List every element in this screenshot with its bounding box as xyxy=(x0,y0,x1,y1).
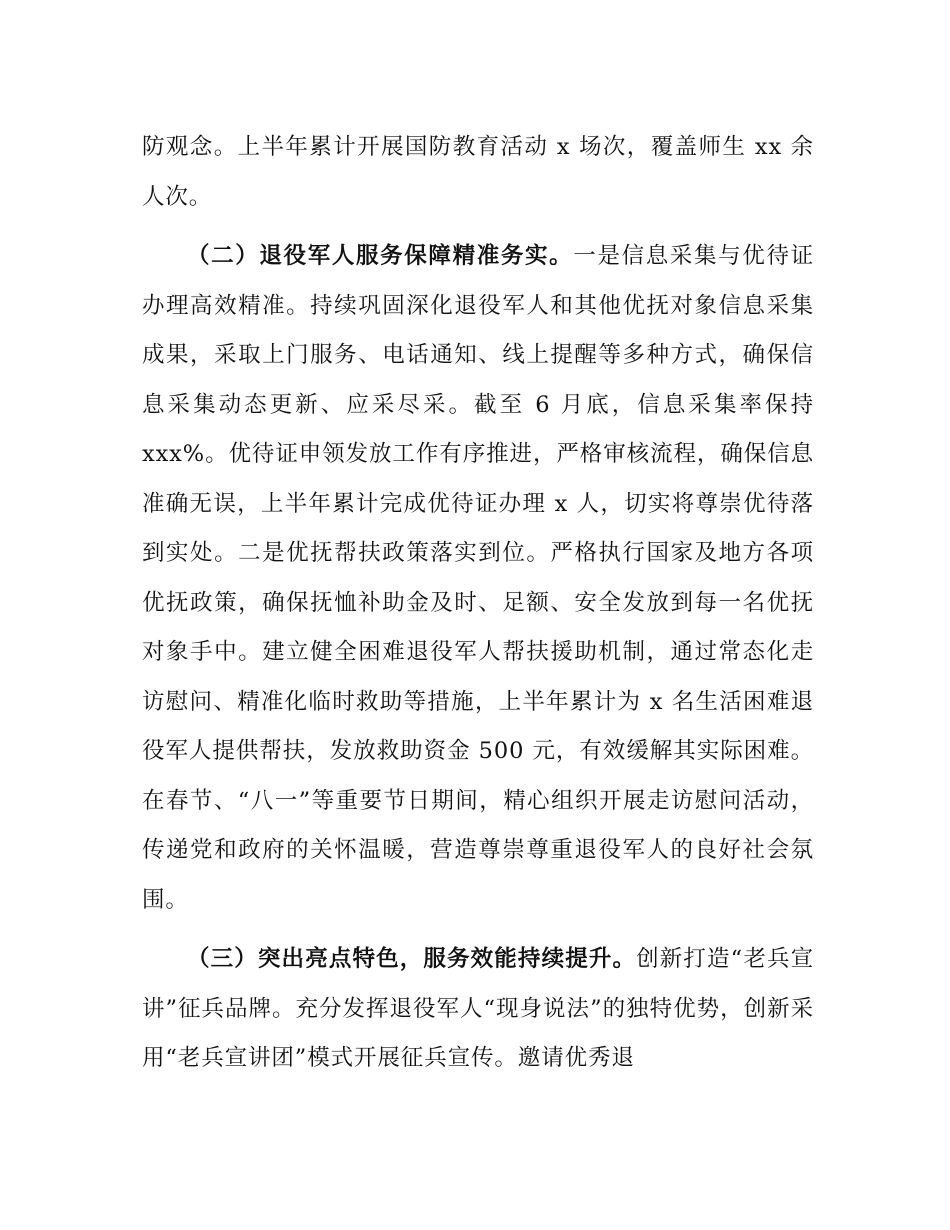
document-body xyxy=(142,123,814,1084)
section-heading: （二）退役军人服务保障精准务实。 xyxy=(187,243,574,269)
paragraph-text: 创新打造“老兵宣讲”征兵品牌。充分发挥退役军人“现身说法”的独特优势，创新采用“老兵宣讲团”模式开展征兵宣传。邀请优秀退 xyxy=(142,946,814,1071)
paragraph-section-3 xyxy=(142,935,814,1084)
paragraph-text: 一是信息采集与优待证办理高效精准。持续巩固深化退役军人和其他优抚对象信息采集成果，采取上门服务、电话通知、线上提醒等多种方式，确保信息采集动态更新、应采尽采。截至 6 月底，信息采集率保持 xxx%。优待证申领发放工作有序推进，严格审核流程，确保信息准确无误，上半年累计完成优待证办理 x 人，切实将尊崇优待落到实处。二是优抚帮扶政策落实到位。严格执行国家及地方各项优抚政策，确保抚恤补助金及时、足额、安全发放到每一名优抚对象手中。建立健全困难退役军人帮扶援助机制，通过常态化走访慰问、精准化临时救助等措施，上半年累计为 x 名生活困难退役军人提供帮扶，发放救助资金 500 元，有效缓解其实际困难。在春节、“八一”等重要节日期间，精心组织开展走访慰问活动，传递党和政府的关怀温暖，营造尊崇尊重退役军人的良好社会氛围。 xyxy=(142,243,814,913)
paragraph-continuation xyxy=(142,123,814,222)
paragraph-section-2 xyxy=(142,232,814,925)
section-heading: （三）突出亮点特色，服务效能持续提升。 xyxy=(187,946,637,972)
paragraph-text: 防观念。上半年累计开展国防教育活动 x 场次，覆盖师生 xx 余人次。 xyxy=(142,134,814,210)
